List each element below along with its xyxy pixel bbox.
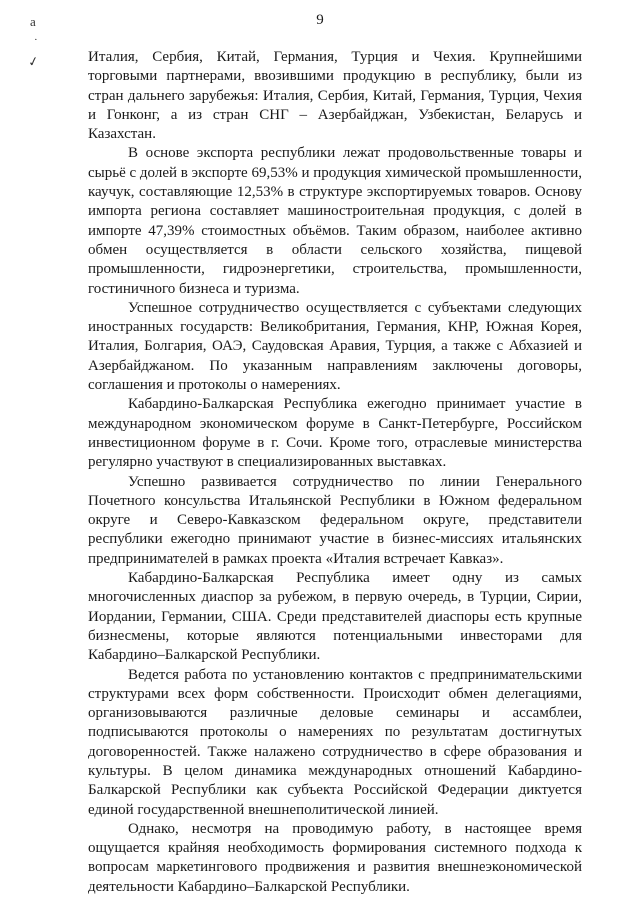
page-number: 9 (316, 12, 324, 28)
paragraph-conclusion: Однако, несмотря на проводимую работу, в настоящее время ощущается крайняя необходимость формирования системного подхода к вопросам маркетингового продвижения и развития внешнеэкономической деятельности Кабардино–Балкарской Республики. (88, 820, 582, 895)
paragraph-export-structure: В основе экспорта республики лежат продовольственные товары и сырьё с долей в экспорте 69,53% и продукция химической промышленности, каучук, составляющие 12,53% в структуре экспортируемых товаров. Основу импорта региона составляет машиностроительная продукция, с долей в импорте 47,39% стоимостных объёмов. Таким образом, наиболее активно обмен осуществляется в области сельского хозяйства, пищевой промышленности, гидроэнергетики, строительства, промышленности, гостиничного бизнеса и туризма. (88, 145, 582, 297)
scan-mark: a (30, 14, 36, 29)
paragraph-cooperation-countries: Успешное сотрудничество осуществляется с субъектами следующих иностранных государств: Великобритания, Германия, КНР, Южная Корея, Италия, Болгария, ОАЭ, Саудовская Аравия, Турция, а также с Абхазией и Азербайджаном. По указанным направлениям заключены договоры, соглашения и протоколы о намерениях. (88, 299, 582, 394)
paragraph-italian-consulate: Успешно развивается сотрудничество по линии Генерального Почетного консульства Итальянской Республики в Южном федеральном округе и Северо-Кавказском федеральном округе, представители республики ежегодно принимают участие в бизнес-миссиях итальянских предпринимателей в рамках проекта «Италия встречает Кавказ». (88, 473, 582, 567)
scan-mark: · (34, 34, 38, 46)
paragraph-diaspora: Кабардино-Балкарская Республика имеет одну из самых многочисленных диаспор за рубежом, в первую очередь, в Турции, Сирии, Иордании, Германии, США. Среди представителей диаспоры есть крупные бизнесмены, которые являются потенциальными инвесторами для Кабардино–Балкарской Республики. (88, 570, 582, 664)
paragraph-forums: Кабардино-Балкарская Республика ежегодно принимает участие в международном экономическом форуме в Санкт-Петербурге, Российском инвестиционном форуме в г. Сочи. Кроме того, отраслевые министерства регулярно участвуют в специализированных выставках. (88, 396, 582, 471)
paragraph-trade-partners: Италия, Сербия, Китай, Германия, Турция и Чехия. Крупнейшими торговыми партнерами, ввозившими продукцию в республику, были из стран дальнего зарубежья: Италия, Сербия, Китай, Германия, Турция, Чехия и Гонконг, а из стран СНГ – Азербайджан, Узбекистан, Беларусь и Казахстан. (88, 49, 582, 143)
paragraph-business-contacts: Ведется работа по установлению контактов с предпринимательскими структурами всех форм собственности. Происходит обмен делегациями, организовываются различные деловые семинары и ассамблеи, подписываются протоколы о намерениях по результатам достигнутых договоренностей. Также налажено сотрудничество в сфере образования и культуры. В целом динамика международных отношений Кабардино-Балкарской Республики как субъекта Российской Федерации диктуется единой государственной внешнеполитической линией. (88, 666, 582, 818)
scan-mark: ✓ (26, 53, 41, 70)
document-body (88, 48, 582, 897)
